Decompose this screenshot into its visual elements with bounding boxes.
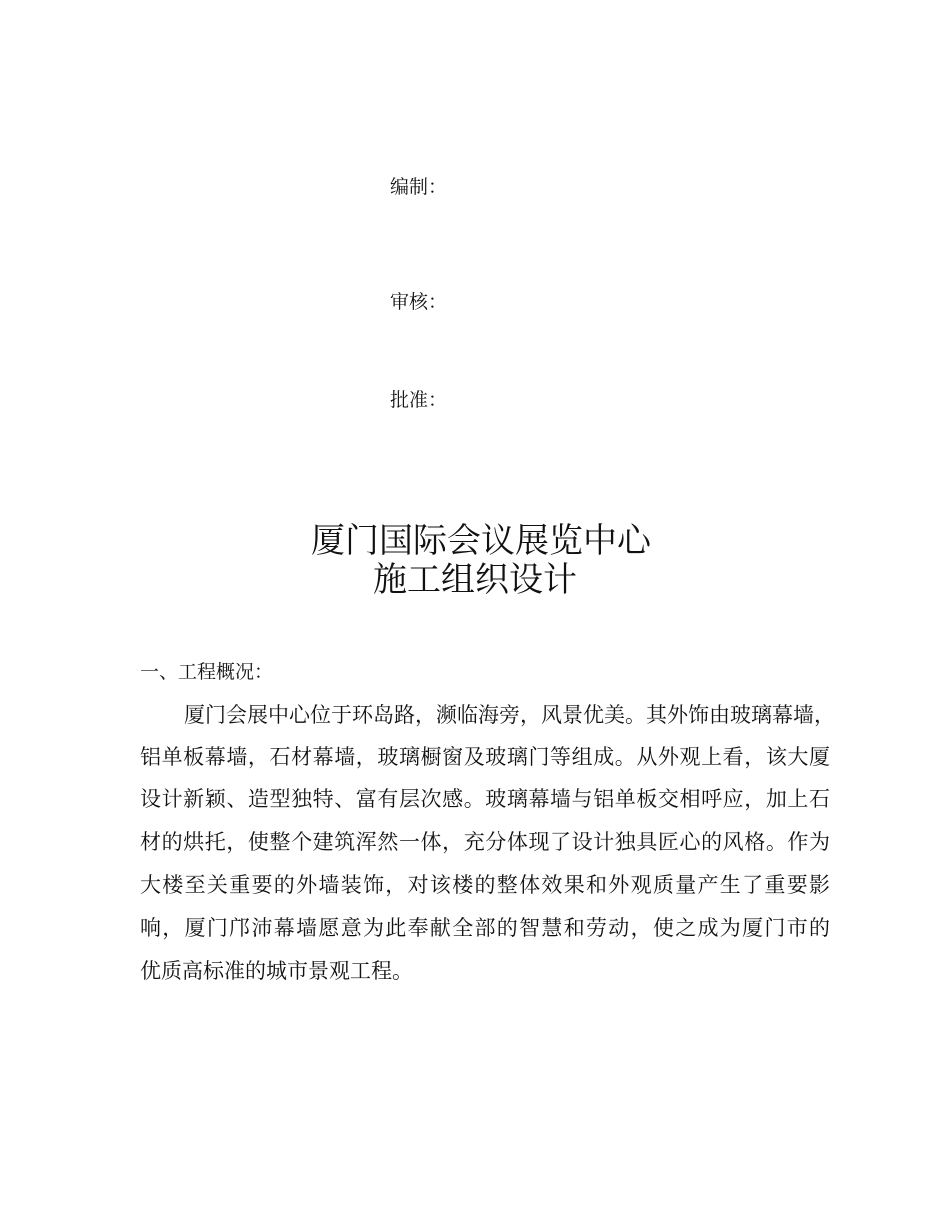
document-title-line-1: 厦门国际会议展览中心 xyxy=(311,521,651,561)
body-text-line: 优质高标准的城市景观工程。 xyxy=(140,959,413,983)
section-heading: 一、工程概况： xyxy=(140,661,274,683)
document-title-line-2: 施工组织设计 xyxy=(373,560,577,600)
body-text-line: 设计新颖、造型独特、富有层次感。玻璃幕墙与铝单板交相呼应，加上石 xyxy=(140,787,830,811)
approved-by-label: 批准： xyxy=(390,389,448,411)
compiled-by-label: 编制： xyxy=(390,176,448,198)
body-text-line: 大楼至关重要的外墙装饰，对该楼的整体效果和外观质量产生了重要影 xyxy=(140,873,830,897)
body-text-line: 响，厦门邝沛幕墙愿意为此奉献全部的智慧和劳动，使之成为厦门市的 xyxy=(140,916,830,940)
body-text-line: 铝单板幕墙，石材幕墙，玻璃橱窗及玻璃门等组成。从外观上看，该大厦 xyxy=(140,745,830,769)
body-text-line: 厦门会展中心位于环岛路，濒临海旁，风景优美。其外饰由玻璃幕墙， xyxy=(184,703,835,727)
body-text-line: 材的烘托，使整个建筑浑然一体，充分体现了设计独具匠心的风格。作为 xyxy=(140,830,830,854)
reviewed-by-label: 审核： xyxy=(390,291,448,313)
